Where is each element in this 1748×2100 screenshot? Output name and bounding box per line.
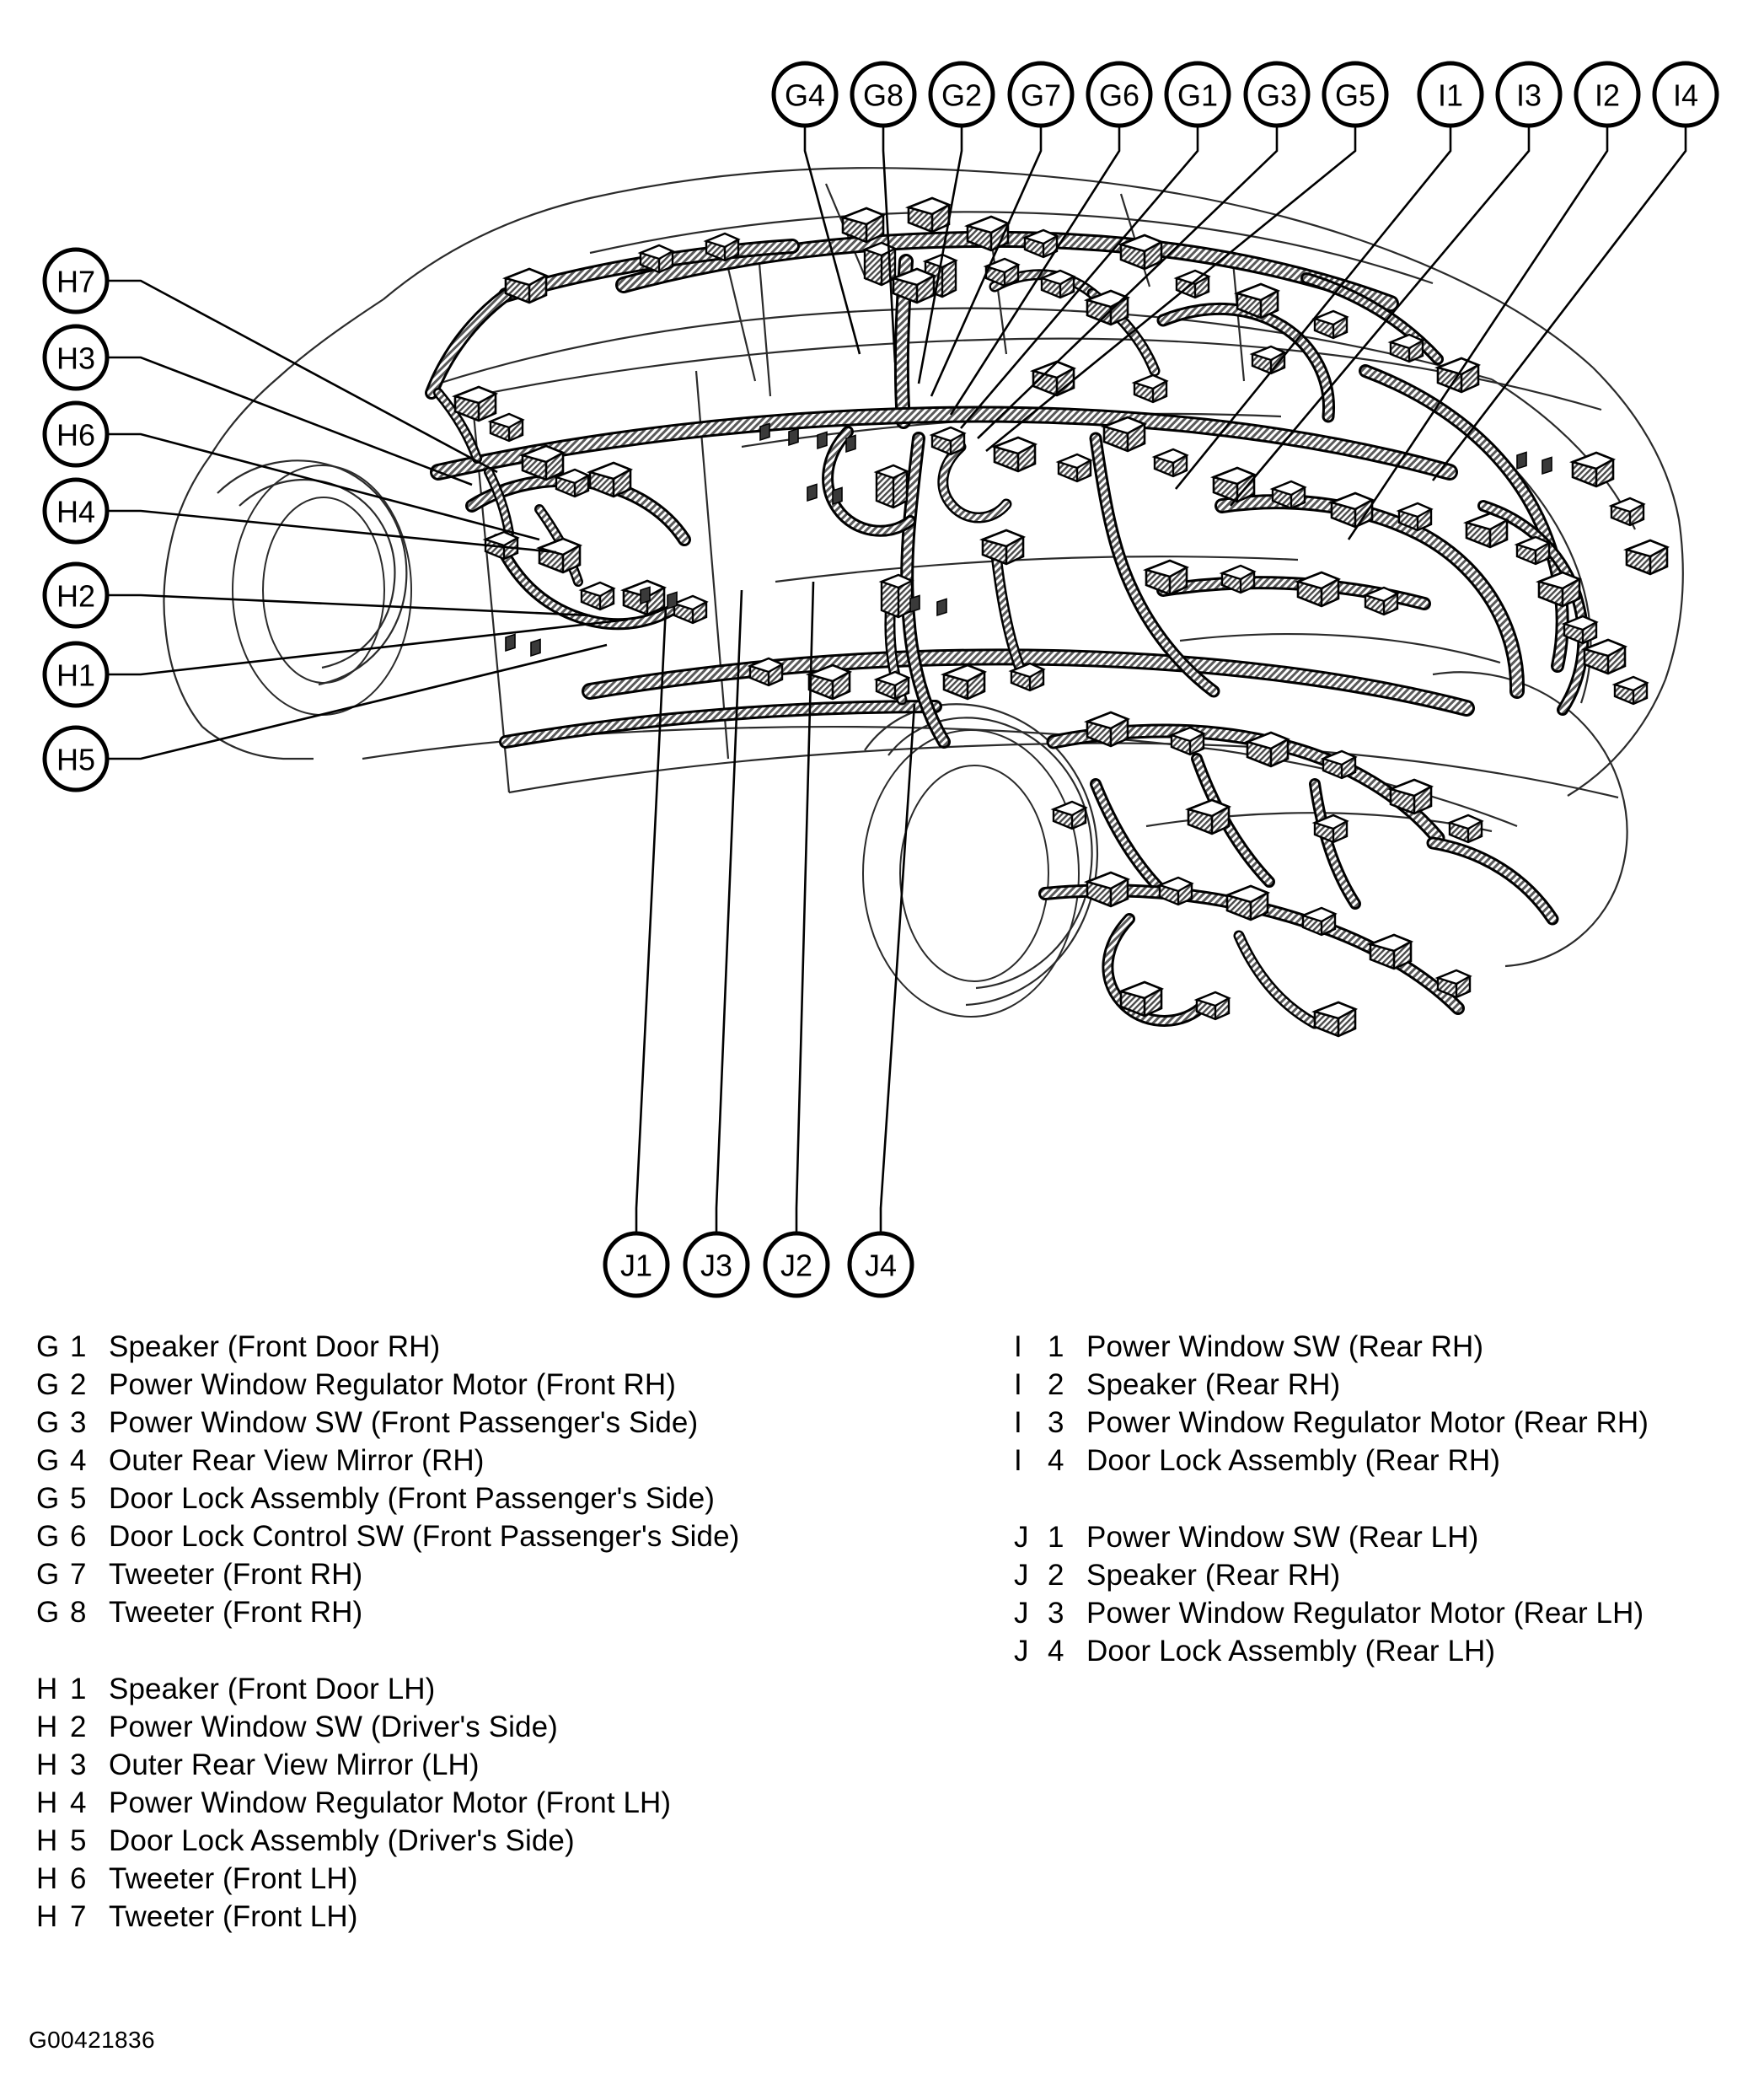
callout-label: I2 [1594, 78, 1621, 113]
legend-letter: G [36, 1368, 60, 1401]
callout-j3[interactable] [685, 1233, 748, 1296]
legend-description: Door Lock Control SW (Front Passenger's Side) [109, 1520, 740, 1553]
legend-row-g2 [0, 1366, 927, 1404]
legend-description: Door Lock Assembly (Rear RH) [1086, 1444, 1500, 1477]
leader-line-j2 [796, 582, 813, 1233]
callout-g4[interactable] [774, 63, 836, 126]
callout-i2[interactable] [1576, 63, 1638, 126]
callout-label: G4 [784, 78, 826, 113]
legend [0, 1328, 1748, 2100]
legend-group-spacer [978, 1480, 1748, 1518]
legend-row-g1 [0, 1328, 927, 1366]
callout-label: H7 [56, 264, 96, 299]
legend-group-i [978, 1328, 1748, 1480]
callout-j4[interactable] [850, 1233, 912, 1296]
legend-number: 3 [70, 1406, 87, 1439]
legend-description: Power Window Regulator Motor (Rear RH) [1086, 1406, 1649, 1439]
callout-j1[interactable] [605, 1233, 668, 1296]
legend-letter: G [36, 1558, 60, 1591]
legend-row-g5 [0, 1480, 927, 1517]
legend-group-spacer [0, 1631, 927, 1670]
callout-label: H4 [56, 494, 96, 529]
legend-letter: H [36, 1673, 58, 1705]
legend-letter: G [36, 1330, 60, 1363]
legend-group-h [0, 1670, 927, 1936]
legend-number: 8 [70, 1596, 87, 1629]
legend-letter: G [36, 1596, 60, 1629]
legend-column-right [978, 1328, 1748, 1670]
legend-description: Power Window SW (Front Passenger's Side) [109, 1406, 699, 1439]
callout-h2[interactable] [45, 564, 107, 626]
legend-letter: J [1014, 1521, 1029, 1554]
legend-number: 7 [70, 1558, 87, 1591]
legend-letter: G [36, 1520, 60, 1553]
legend-letter: I [1014, 1444, 1022, 1477]
legend-letter: H [36, 1711, 58, 1743]
legend-description: Tweeter (Front LH) [109, 1862, 358, 1895]
callout-g5[interactable] [1324, 63, 1386, 126]
legend-row-i3 [978, 1404, 1748, 1442]
leader-line-j4 [881, 704, 914, 1233]
callout-label: J1 [619, 1248, 653, 1283]
legend-description: Power Window SW (Rear LH) [1086, 1521, 1479, 1554]
callout-h3[interactable] [45, 326, 107, 389]
legend-row-g3 [0, 1404, 927, 1442]
legend-row-i4 [978, 1442, 1748, 1480]
callout-label: G6 [1098, 78, 1140, 113]
legend-description: Door Lock Assembly (Driver's Side) [109, 1824, 575, 1857]
callout-label: G3 [1256, 78, 1298, 113]
legend-description: Speaker (Front Door LH) [109, 1673, 436, 1705]
legend-letter: G [36, 1444, 60, 1477]
callout-label: J3 [700, 1248, 733, 1283]
legend-group-j [978, 1518, 1748, 1670]
legend-description: Tweeter (Front RH) [109, 1596, 363, 1629]
legend-letter: J [1014, 1635, 1029, 1668]
legend-number: 4 [1048, 1635, 1064, 1668]
callout-g8[interactable] [852, 63, 914, 126]
legend-number: 7 [70, 1900, 87, 1933]
legend-letter: I [1014, 1330, 1022, 1363]
callout-g3[interactable] [1246, 63, 1308, 126]
legend-letter: H [36, 1824, 58, 1857]
leader-line-h3 [107, 357, 472, 485]
legend-row-h4 [0, 1784, 927, 1822]
callout-label: H3 [56, 341, 96, 376]
callout-label: I4 [1672, 78, 1699, 113]
leader-line-j3 [716, 590, 742, 1233]
callout-g1[interactable] [1166, 63, 1229, 126]
callout-h6[interactable] [45, 403, 107, 465]
leader-line-h2 [107, 595, 590, 615]
callout-label: G8 [862, 78, 904, 113]
legend-number: 5 [70, 1824, 87, 1857]
legend-description: Outer Rear View Mirror (LH) [109, 1748, 480, 1781]
callout-label: G1 [1177, 78, 1219, 113]
callout-label: H1 [56, 658, 96, 693]
legend-column-left [0, 1328, 927, 1936]
legend-number: 4 [70, 1786, 87, 1819]
image-id-label: G00421836 [29, 2027, 155, 2053]
legend-letter: H [36, 1900, 58, 1933]
legend-row-j4 [978, 1632, 1748, 1670]
legend-row-g8 [0, 1593, 927, 1631]
legend-description: Power Window Regulator Motor (Front LH) [109, 1786, 672, 1819]
leader-line-g3 [978, 126, 1277, 438]
legend-letter: J [1014, 1597, 1029, 1630]
legend-row-i2 [978, 1366, 1748, 1404]
callout-label: G5 [1334, 78, 1376, 113]
legend-number: 1 [70, 1330, 87, 1363]
legend-description: Outer Rear View Mirror (RH) [109, 1444, 485, 1477]
legend-row-h3 [0, 1746, 927, 1784]
legend-description: Speaker (Front Door RH) [109, 1330, 441, 1363]
legend-letter: G [36, 1406, 60, 1439]
legend-number: 1 [1048, 1521, 1064, 1554]
legend-number: 3 [1048, 1406, 1064, 1439]
legend-row-h2 [0, 1708, 927, 1746]
leader-line-h1 [107, 620, 628, 674]
legend-description: Door Lock Assembly (Front Passenger's Side) [109, 1482, 716, 1515]
callout-label: H2 [56, 578, 96, 614]
callout-label: G2 [941, 78, 983, 113]
legend-letter: H [36, 1862, 58, 1895]
legend-letter: G [36, 1482, 60, 1515]
leader-line-i2 [1349, 126, 1607, 540]
legend-letter: J [1014, 1559, 1029, 1592]
legend-number: 1 [70, 1673, 87, 1705]
legend-number: 2 [70, 1368, 87, 1401]
legend-number: 6 [70, 1862, 87, 1895]
legend-number: 3 [70, 1748, 87, 1781]
legend-number: 2 [1048, 1559, 1064, 1592]
callout-h4[interactable] [45, 480, 107, 542]
callout-j2[interactable] [765, 1233, 828, 1296]
legend-letter: I [1014, 1368, 1022, 1401]
legend-description: Tweeter (Front LH) [109, 1900, 358, 1933]
callout-label: J4 [864, 1248, 898, 1283]
legend-description: Power Window SW (Driver's Side) [109, 1711, 558, 1743]
legend-row-g4 [0, 1442, 927, 1480]
legend-letter: I [1014, 1406, 1022, 1439]
legend-number: 4 [70, 1444, 87, 1477]
legend-number: 2 [70, 1711, 87, 1743]
legend-row-i1 [978, 1328, 1748, 1366]
legend-row-h5 [0, 1822, 927, 1860]
callout-label: H5 [56, 742, 96, 777]
callout-label: I3 [1515, 78, 1542, 113]
legend-description: Power Window Regulator Motor (Rear LH) [1086, 1597, 1644, 1630]
legend-number: 3 [1048, 1597, 1064, 1630]
legend-number: 2 [1048, 1368, 1064, 1401]
callout-h7[interactable] [45, 250, 107, 312]
legend-number: 4 [1048, 1444, 1064, 1477]
callout-g2[interactable] [930, 63, 993, 126]
legend-row-j3 [978, 1594, 1748, 1632]
callout-h5[interactable] [45, 728, 107, 790]
legend-number: 5 [70, 1482, 87, 1515]
legend-description: Door Lock Assembly (Rear LH) [1086, 1635, 1496, 1668]
callout-label: J2 [780, 1248, 813, 1283]
legend-number: 6 [70, 1520, 87, 1553]
legend-row-h7 [0, 1898, 927, 1936]
legend-row-g6 [0, 1517, 927, 1555]
callout-g7[interactable] [1010, 63, 1072, 126]
legend-group-g [0, 1328, 927, 1631]
legend-row-j1 [978, 1518, 1748, 1556]
callout-i4[interactable] [1654, 63, 1717, 126]
callout-h1[interactable] [45, 643, 107, 706]
legend-row-j2 [978, 1556, 1748, 1594]
legend-description: Speaker (Rear RH) [1086, 1559, 1341, 1592]
legend-letter: H [36, 1786, 58, 1819]
leader-line-j1 [636, 607, 666, 1233]
legend-description: Tweeter (Front RH) [109, 1558, 363, 1591]
callout-i1[interactable] [1419, 63, 1482, 126]
legend-row-g7 [0, 1555, 927, 1593]
legend-row-h1 [0, 1670, 927, 1708]
legend-number: 1 [1048, 1330, 1064, 1363]
legend-description: Speaker (Rear RH) [1086, 1368, 1341, 1401]
legend-letter: H [36, 1748, 58, 1781]
callout-g6[interactable] [1088, 63, 1150, 126]
legend-description: Power Window SW (Rear RH) [1086, 1330, 1484, 1363]
callout-label: H6 [56, 417, 96, 453]
legend-description: Power Window Regulator Motor (Front RH) [109, 1368, 676, 1401]
callout-label: G7 [1020, 78, 1062, 113]
legend-row-h6 [0, 1860, 927, 1898]
callout-i3[interactable] [1498, 63, 1560, 126]
callout-label: I1 [1437, 78, 1464, 113]
